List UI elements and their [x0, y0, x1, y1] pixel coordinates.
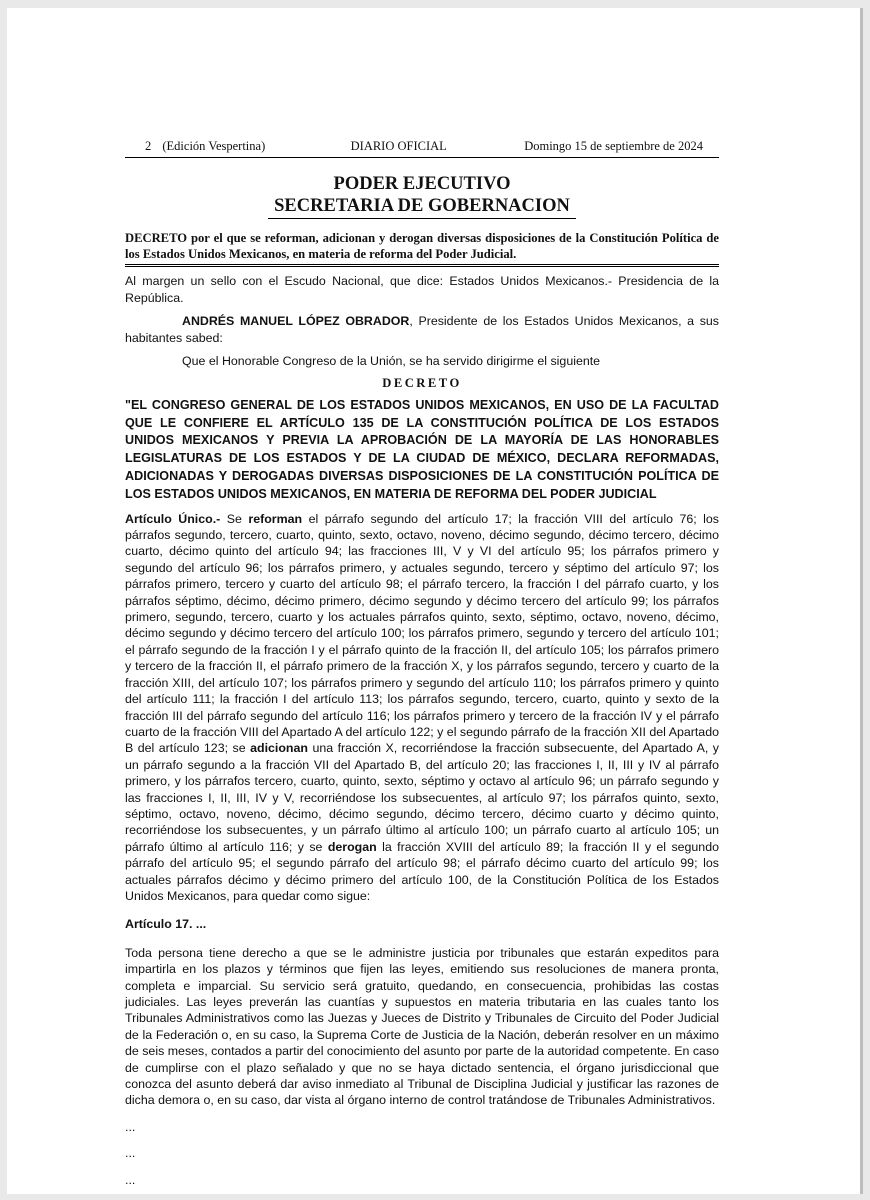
publication-date: Domingo 15 de septiembre de 2024	[524, 139, 703, 153]
document-page	[7, 8, 863, 1194]
ellipsis-line: ...	[125, 1119, 136, 1134]
publication-name: DIARIO OFICIAL	[350, 139, 447, 153]
running-head-left	[145, 138, 273, 154]
decree-title: DECRETO por el que se reforman, adicionan y derogan diversas disposiciones de la Constitución Política de los Estados Unidos Mexicanos, en materia de reforma del Poder Judicial.	[125, 231, 719, 261]
congress-line: Que el Honorable Congreso de la Unión, se ha servido dirigirme el siguiente	[182, 354, 601, 369]
articulo-unico-text: una fracción X, recorriéndose la fracción subsecuente, del Apartado A, y un párrafo segundo a la fracción VII del Apartado B, del artículo 20; las fracciones I, II, III y IV al párrafo primero, y los párrafos tercero, cuarto, quinto, sexto, séptimo y octavo al artículo 96; un párrafo segundo y las fracciones I, II, III, IV y V, recorriéndose los subsecuentes, al artículo 97; los párrafos quinto, sexto, séptimo, octavo, noveno, décimo, décimo segundo, décimo tercero, décimo cuarto y décimo quinto, recorriéndose los subsecuentes, y un párrafo último al artículo 100; un párrafo cuarto al artículo 105; un párrafo último al artículo 116; y se	[125, 741, 719, 854]
congress-decree: "EL CONGRESO GENERAL DE LOS ESTADOS UNIDOS MEXICANOS, EN USO DE LA FACULTAD QUE LE CONFIERE EL ARTÍCULO 135 DE LA CONSTITUCIÓN POLÍTICA DE LOS ESTADOS UNIDOS MEXICANOS Y PREVIA LA APROBACIÓN DE LA MAYORÍA DE LAS HONORABLES LEGISLATURAS DE LOS ESTADOS Y DE LA CIUDAD DE MÉXICO, DECLARA REFORMADAS, ADICIONADAS Y DEROGADAS DIVERSAS DISPOSICIONES DE LA CONSTITUCIÓN POLÍTICA DE LOS ESTADOS UNIDOS MEXICANOS, EN MATERIA DE REFORMA DEL PODER JUDICIAL	[125, 397, 719, 501]
keyword-adicionan: adicionan	[250, 741, 308, 756]
president-name: ANDRÉS MANUEL LÓPEZ OBRADOR	[182, 314, 410, 329]
articulo-unico	[125, 511, 719, 905]
keyword-reforman: reforman	[248, 511, 303, 526]
decreto-heading: DECRETO	[382, 376, 462, 391]
page-number: 2	[145, 139, 152, 153]
section-headings	[125, 173, 719, 219]
articulo-unico-text: el párrafo segundo del artículo 17; la fracción VIII del artículo 76; los párrafos segundo, tercero, cuarto, quinto, sexto, octavo, noveno, décimo segundo, décimo tercero, décimo cuarto, décimo quinto del artículo 94; las fracciones III, V y VI del artículo 95; los párrafos primero y segundo del artículo 96; los párrafos primero, y actuales segundo, tercero y séptimo del artículo 97; los párrafos primero, tercero y cuarto del artículo 98; el párrafo tercero, la fracción I del párrafo cuarto, y los párrafos séptimo, décimo, décimo primero, décimo segundo y décimo tercero del artículo 99; los párrafos primero, segundo, tercero, cuarto y los actuales párrafos quinto, sexto, séptimo, octavo, noveno, décimo, décimo segundo y décimo tercero del artículo 100; los párrafos primero, segundo y tercero del artículo 101; el párrafo segundo de la fracción I y el párrafo quinto de la fracción II, del artículo 105; los párrafos primero y tercero de la fracción II, el párrafo primero de la fracción X, y los párrafos segundo, tercero y cuarto de la fracción XIII, del artículo 107; los párrafos primero y segundo del artículo 110; los párrafos primero y quinto del artículo 111; la fracción I del artículo 113; los párrafos segundo, tercero, cuarto, quinto y sexto de la fracción III del párrafo segundo del artículo 116; los párrafos primero y tercero de la fracción IV y el párrafo cuarto de la fracción VIII del Apartado A del artículo 122; y el segundo párrafo de la fracción XII del Apartado B del artículo 123; se	[125, 511, 719, 756]
keyword-derogan: derogan	[327, 839, 377, 854]
articulo-17-body: Toda persona tiene derecho a que se le administre justicia por tribunales que estarán expeditos para impartirla en los plazos y términos que fijen las leyes, emitiendo sus resoluciones de manera pronta, completa e imparcial. Su servicio será gratuito, quedando, en consecuencia, prohibidas las costas judiciales. Las leyes preverán las cuantías y supuestos en materia tributaria en las cuales tanto los Tribunales Administrativos como las Juezas y Jueces de Distrito y Tribunales de Circuito del Poder Judicial de la Federación o, en su caso, la Suprema Corte de Justicia de la Nación, deberán resolver en un máximo de seis meses, contados a partir del conocimiento del asunto por parte de la autoridad competente. En caso de cumplirse con el plazo señalado y que no se haya dictado sentencia, el órgano jurisdiccional que conozca del asunto deberá dar aviso inmediato al Tribunal de Disciplina Judicial y justificar las razones de dicha demora o, en su caso, dar vista al órgano interno de control tratándose de Tribunales Administrativos.	[125, 945, 719, 1108]
document-content	[125, 138, 719, 1188]
edition-label: (Edición Vespertina)	[162, 139, 266, 153]
ellipsis-line: ...	[125, 1146, 136, 1161]
running-head	[125, 138, 719, 154]
articulo-unico-text: la fracción XVIII del artículo 89; la fracción II y el segundo párrafo del artículo 95; el segundo párrafo del artículo 98; el párrafo décimo cuarto del artículo 99; los actuales párrafos décimo y décimo primero del artículo 100, de la Constitución Política de los Estados Unidos Mexicanos, para quedar como sigue:	[125, 839, 719, 903]
heading-secretariat: SECRETARIA DE GOBERNACION	[268, 195, 576, 219]
president-paragraph	[125, 313, 719, 346]
ellipsis-line: ...	[125, 1172, 136, 1187]
articulo-unico-text: Se	[220, 511, 249, 526]
heading-branch: PODER EJECUTIVO	[333, 174, 511, 195]
articulo-17-heading: Artículo 17. ...	[125, 917, 207, 932]
president-text: , Presidente de los Estados Unidos Mexicanos, a sus habitantes sabed:	[125, 314, 719, 345]
margin-note: Al margen un sello con el Escudo Nacional, que dice: Estados Unidos Mexicanos.- Presidencia de la República.	[125, 274, 719, 305]
running-head-rule	[125, 157, 719, 158]
title-double-rule	[125, 264, 719, 267]
articulo-unico-label: Artículo Único.-	[125, 511, 221, 526]
